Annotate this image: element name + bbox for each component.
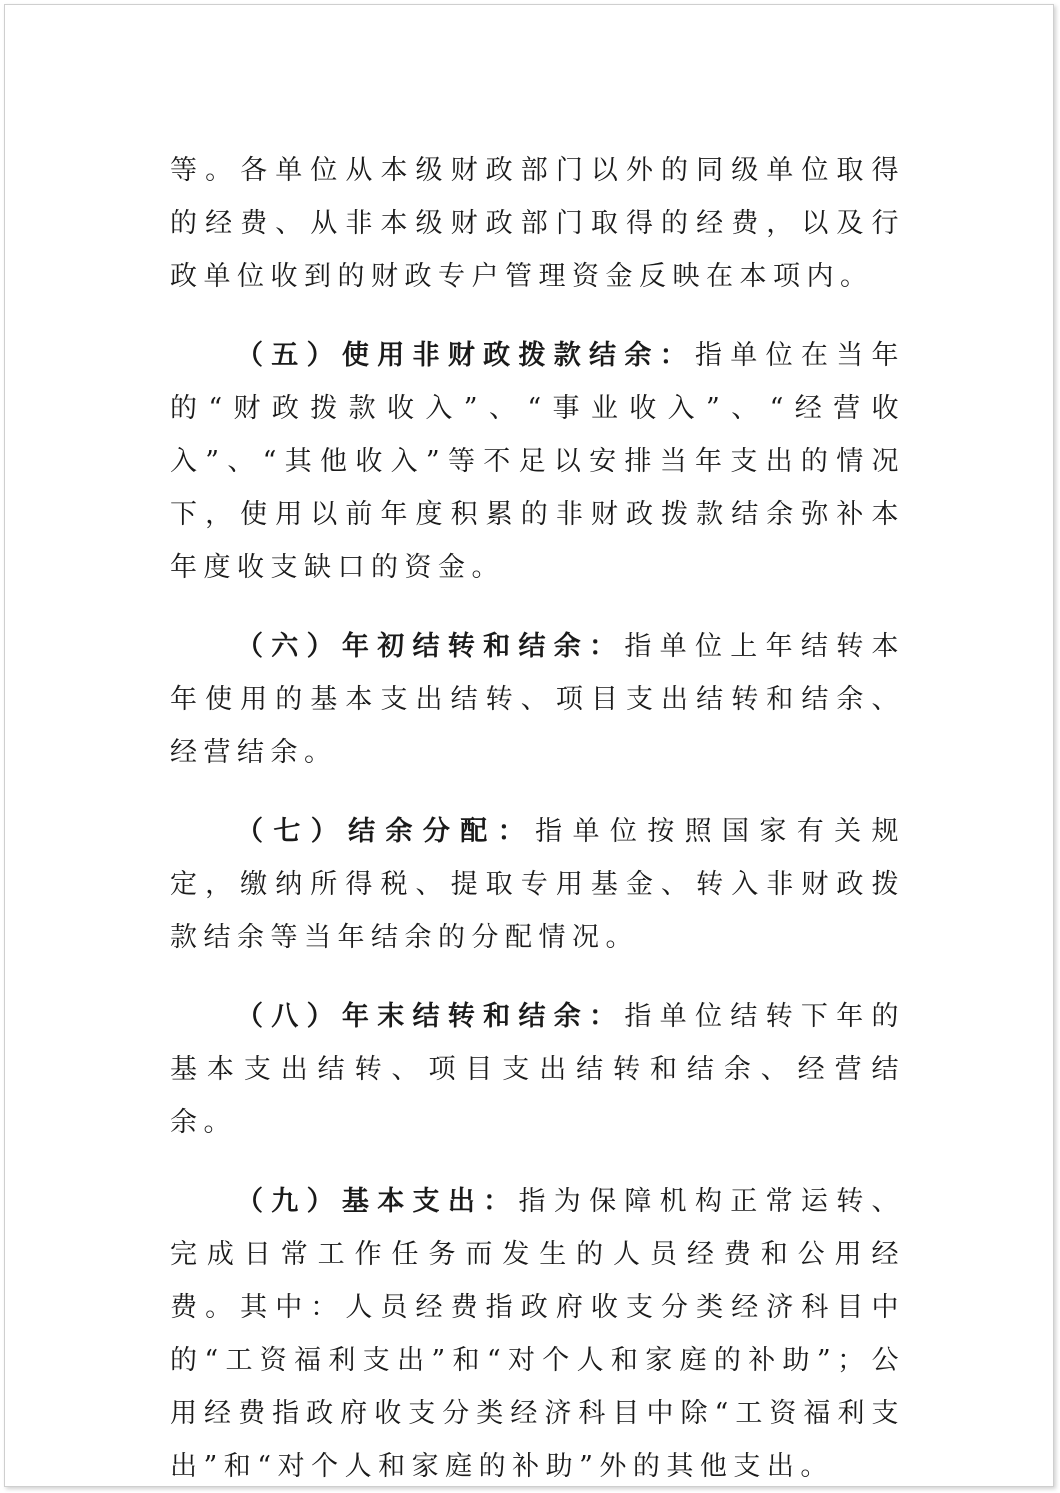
paragraph-term: （八）年末结转和结余： [236,1001,625,1032]
paragraph-term: （七）结余分配： [236,816,536,847]
paragraph-continuation [170,144,905,303]
paragraph-text: 指单位按照国家有关规定，缴纳所得税、提取专用基金、转入非财政拨款结余等当年结余的分配情况。 [170,816,906,953]
paragraph-text: 等。各单位从本级财政部门以外的同级单位取得的经费、从非本级财政部门取得的经费，以及行政单位收到的财政专户管理资金反映在本项内。 [170,155,905,292]
paragraph-item-8 [170,990,905,1149]
paragraph-term: （五）使用非财政拨款结余： [236,340,695,371]
paragraph-item-7 [170,805,905,964]
paragraph-term: （六）年初结转和结余： [236,631,625,662]
document-body [170,144,905,1493]
paragraph-item-5 [170,329,905,594]
paragraph-text: 指为保障机构正常运转、完成日常工作任务而发生的人员经费和公用经费。其中：人员经费指政府收支分类经济科目中的“工资福利支出”和“对个人和家庭的补助”；公用经费指政府收支分类经济科目中除“工资福利支出”和“对个人和家庭的补助”外的其他支出。 [170,1186,906,1482]
paragraph-text: 指单位上年结转本年使用的基本支出结转、项目支出结转和结余、经营结余。 [170,631,906,768]
document-page [4,4,1054,1487]
paragraph-item-6 [170,620,905,779]
paragraph-term: （九）基本支出： [236,1186,519,1217]
paragraph-text: 指单位结转下年的基本支出结转、项目支出结转和结余、经营结余。 [170,1001,906,1138]
paragraph-text: 指单位在当年的“财政拨款收入”、“事业收入”、“经营收入”、“其他收入”等不足以安排当年支出的情况下，使用以前年度积累的非财政拨款结余弥补本年度收支缺口的资金。 [170,340,906,583]
paragraph-item-9 [170,1175,905,1493]
